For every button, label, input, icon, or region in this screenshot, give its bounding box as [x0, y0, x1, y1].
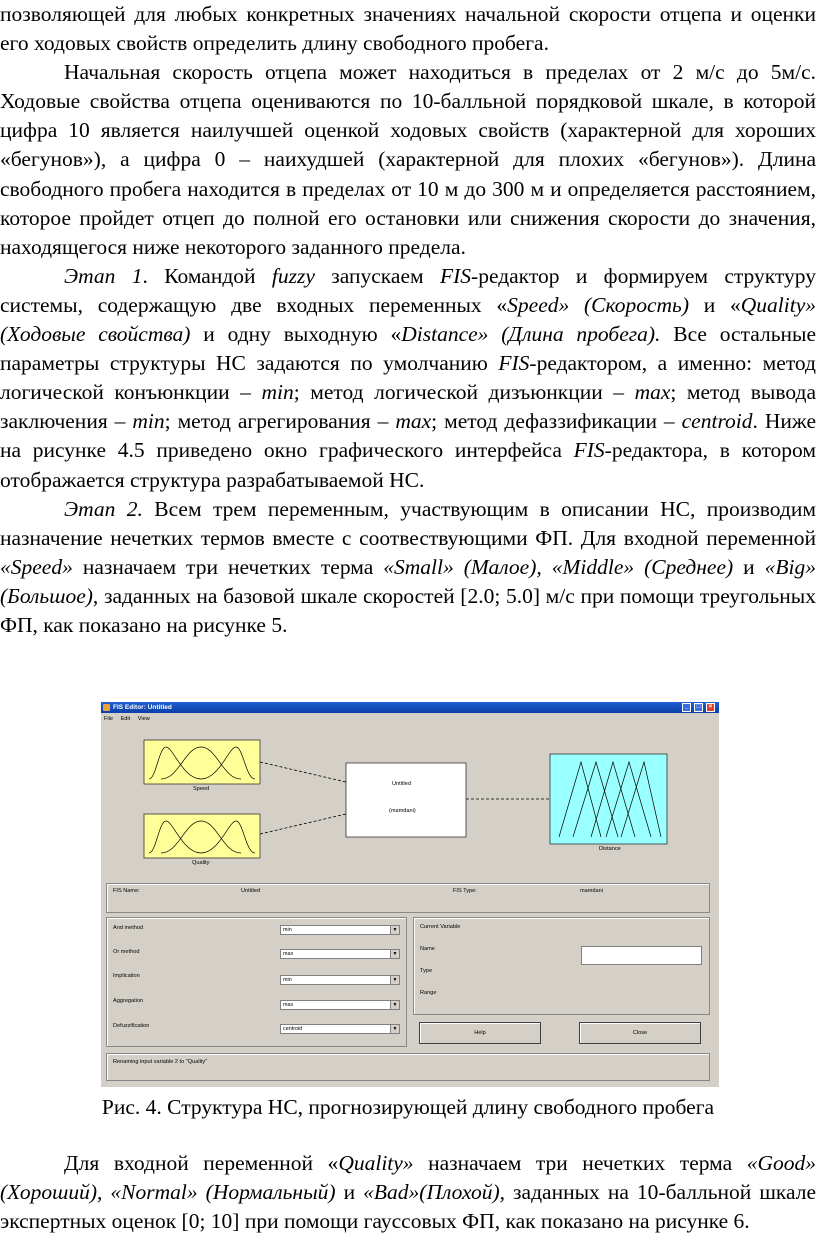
text-run: -редактора, в котором отображается структура разрабатываемой НС.: [0, 438, 816, 492]
window-title: FIS Editor: Untitled: [113, 704, 172, 711]
distance-label: Distance: [599, 846, 621, 852]
menu-view[interactable]: View: [137, 716, 150, 722]
text-run: Quality» (Ходовые свойства): [0, 292, 816, 347]
text-run: Для входной переменной «: [64, 1151, 339, 1175]
chevron-down-icon: ▼: [390, 1001, 399, 1009]
variable-name-field[interactable]: [581, 946, 702, 965]
type-label: Type: [420, 968, 433, 974]
text-run: , заданных на базовой шкале скоростей [2.0; 5.0] м/с при помощи треугольных ФП, как показано на рисунке 5.: [0, 583, 816, 637]
defuzzification-value: centroid: [283, 1026, 303, 1032]
or-method-select[interactable]: [280, 949, 400, 959]
implication-label: Implication: [113, 973, 140, 979]
system-block[interactable]: [346, 763, 466, 837]
quality-label: Quality: [192, 860, 210, 866]
figure-caption: Рис. 4. Структура НС, прогнозирующей длину свободного пробега: [101, 1095, 715, 1119]
text-run: . Командой: [142, 263, 272, 288]
chevron-down-icon: ▼: [390, 950, 399, 958]
text-run: FIS: [573, 438, 605, 463]
text-run: min: [132, 409, 165, 434]
text-run: и: [733, 554, 765, 579]
or-method-value: max: [283, 951, 294, 957]
text-run: «Big» (Большое): [0, 554, 816, 608]
text-run: ; метод логической дизъюнкции –: [293, 380, 635, 405]
and-method-label: And method: [113, 925, 144, 931]
text-run: «Good» (Хороший), «Normal» (Нормальный): [0, 1151, 816, 1205]
text-run: «Speed»: [0, 554, 73, 579]
status-panel: [106, 1053, 710, 1081]
text-run: -редактором, а именно: метод логической конъюнкции –: [0, 351, 816, 405]
text-run: Distance» (Длина пробега).: [401, 322, 661, 347]
paragraph-2: Начальная скорость отцепа может находиться в пределах от 2 м/с до 5м/с. Ходовые свойства отцепа оцениваются по 10-балльной порядковой шкале, в которой цифра 10 является наилучшей оценкой ходовых свойств (характерной для хороших «бегунов»), а цифра 0 – наихудшей (характерной для плохих «бегунов»). Длина свободного пробега находится в пределах от 10 м до 300 м и определяется расстоянием, которое пройдет отцеп до полной его остановки или снижения скорости до значения, находящегося ниже некоторого заданного предела.: [0, 60, 816, 259]
paragraph-quality: [0, 1149, 816, 1236]
system-type-label: (mamdani): [389, 808, 416, 814]
fis-editor-window: [101, 702, 719, 1087]
name-label: Name: [420, 946, 435, 952]
text-run: ; метод агрегирования –: [164, 409, 396, 434]
output-distance-block[interactable]: [550, 754, 667, 844]
fis-info-panel: [106, 883, 710, 913]
close-icon[interactable]: ×: [706, 703, 715, 712]
maximize-icon[interactable]: □: [694, 703, 703, 712]
aggregation-label: Aggregation: [113, 998, 144, 1004]
fis-type-value: mamdani: [580, 888, 604, 894]
text-run: Всем трем переменным, участвующим в описании НС, производим назначение нечетких термов вместе с соотвествующими ФП. Для входной переменной: [0, 496, 816, 550]
text-run: и «: [689, 292, 741, 317]
text-run: «Small» (Малое), «Middle» (Среднее): [383, 554, 734, 579]
text-run: FIS: [439, 263, 472, 288]
chevron-down-icon: ▼: [390, 1025, 399, 1033]
text-run: ; метод вывода заключения –: [0, 380, 816, 434]
close-button[interactable]: Close: [579, 1022, 701, 1044]
stage-2-label: Этап 2.: [64, 496, 143, 521]
text-run: запускаем: [314, 263, 440, 288]
current-variable-label: Current Variable: [420, 924, 461, 930]
and-method-value: min: [283, 927, 292, 933]
input-quality-block[interactable]: [144, 814, 260, 858]
chevron-down-icon: ▼: [390, 976, 399, 984]
text-run: -редактор и формируем структуру системы, содержащую две входных переменных «: [0, 263, 816, 317]
text-run: min: [261, 380, 294, 405]
paragraph-stage-2: [0, 495, 816, 640]
text-run: и одну выходную «: [190, 322, 402, 347]
text-run: fuzzy: [271, 263, 315, 288]
defuzzification-label: Defuzzification: [113, 1023, 150, 1029]
text-run: ; метод дефаззификации –: [431, 409, 682, 434]
fis-type-label: FIS Type:: [453, 888, 477, 894]
text-run: Speed» (Скорость): [507, 292, 689, 317]
speed-label: Speed: [193, 786, 210, 792]
text-run: «Bad»(Плохой),: [363, 1180, 505, 1205]
and-method-select[interactable]: [280, 925, 400, 935]
stage-1-label: Этап 1: [64, 263, 143, 288]
text-run: centroid: [681, 409, 753, 434]
aggregation-select[interactable]: [280, 1000, 400, 1010]
menu-edit[interactable]: Edit: [120, 716, 131, 722]
implication-value: min: [283, 977, 292, 983]
text-run: Все остальные параметры структуры НС задаются по умолчанию: [0, 322, 816, 376]
text-block-bottom: [0, 1149, 816, 1236]
paragraph-1: позволяющей для любых конкретных значениях начальной скорости отцепа и оценки его ходовых свойств определить длину свободного пробега.: [0, 2, 816, 56]
aggregation-value: max: [283, 1002, 294, 1008]
fis-name-value: Untitled: [241, 888, 260, 894]
implication-select[interactable]: [280, 975, 400, 985]
menu-file[interactable]: File: [104, 716, 114, 722]
status-message: Renaming input variable 2 to "Quality": [113, 1059, 208, 1065]
help-button[interactable]: Help: [419, 1022, 541, 1044]
text-run: назначаем три нечетких терма: [413, 1151, 747, 1175]
text-run: Quality»: [338, 1151, 414, 1175]
text-run: заданных на 10-балльной шкале экспертных оценок [0; 10] при помощи гауссовых ФП, как показано на рисунке 6.: [0, 1180, 816, 1234]
text-run: и: [335, 1180, 364, 1205]
chevron-down-icon: ▼: [390, 926, 399, 934]
text-run: max: [395, 409, 432, 434]
or-method-label: Or method: [113, 949, 140, 955]
range-label: Range: [420, 990, 437, 996]
current-variable-panel: [413, 917, 710, 1015]
input-speed-block[interactable]: [144, 740, 260, 784]
text-run: назначаем три нечетких терма: [72, 554, 384, 579]
text-run: . Ниже на рисунке 4.5 приведено окно графического интерфейса: [0, 409, 816, 463]
text-run: FIS: [498, 351, 530, 376]
system-name-label: Untitled: [392, 781, 411, 787]
text-run: max: [634, 380, 671, 405]
paragraph-stage-1: [0, 262, 816, 495]
fis-name-label: FIS Name:: [113, 888, 140, 894]
minimize-icon[interactable]: _: [682, 703, 691, 712]
defuzzification-select[interactable]: [280, 1024, 400, 1034]
